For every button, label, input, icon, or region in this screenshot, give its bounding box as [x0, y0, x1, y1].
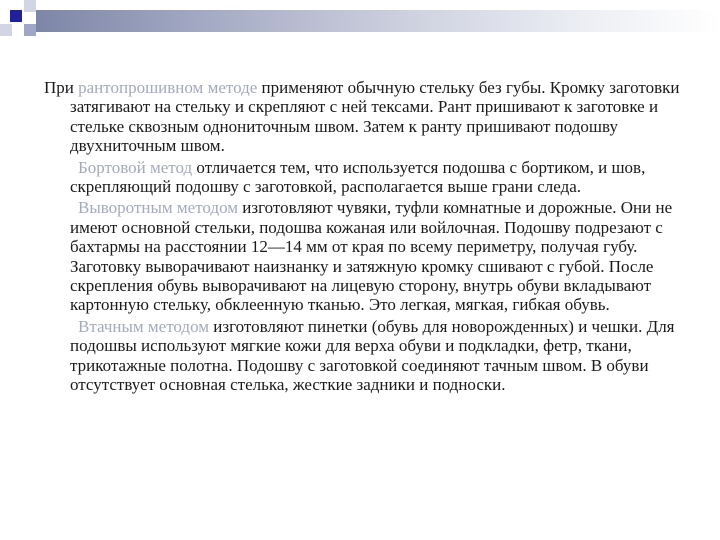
text-body [44, 78, 692, 397]
header-gradient-bar [36, 10, 720, 32]
deco-square [10, 10, 22, 22]
paragraph-text: применяют обычную стельку без губы. Кромку заготовки затягивают на стельку и скрепляют с ней тексами. Рант пришивают к заготовке и стельке сквозным однониточным швом. Затем к ранту пришивают подошву двухниточным швом. [70, 78, 680, 156]
paragraph-text: изготовляют пинетки (обувь для новорожденных) и чешки. Для подошвы используют мягкие кожи для верха обуви и подкладки, фетр, ткани, трикотажные полотна. Подошву с заготовкой соединяют тачным швом. В обуви отсутствует основная стелька, жесткие задники и подноски. [70, 316, 675, 395]
paragraph-vyvorot-method [44, 198, 692, 314]
term-rant-method: рантопрошивном методе [78, 78, 258, 97]
deco-square [0, 24, 12, 36]
paragraph-text: изготовляют чувяки, туфли комнатные и дорожные. Они не имеют основной стельки, подошва кожаная или войлочная. Подошву подрезают с бахтармы на расстоянии 12—14 мм от края по всему периметру, получая губу. Заготовку выворачивают наизнанку и затяжную кромку сшивают с губой. После скрепления обувь выворачивают на лицевую сторону, внутрь обуви вкладывают картонную стельку, обклеенную тканью. Это легкая, мягкая, гибкая обувь. [70, 198, 673, 315]
paragraph-bort-method [44, 158, 692, 197]
deco-square [24, 0, 36, 12]
term-bort-method: Бортовой метод [78, 157, 193, 177]
term-vyvorot-method: Выворотным методом [78, 198, 239, 218]
header-decoration [0, 0, 720, 44]
paragraph-rant-method [44, 78, 692, 156]
paragraph-lead: При [44, 78, 79, 97]
paragraph-vtach-method [44, 317, 692, 395]
paragraph-text: отличается тем, что используется подошва с бортиком, и шов, скрепляющий подошву с заготовкой, располагается выше грани следа. [70, 157, 646, 197]
deco-square [24, 24, 36, 36]
term-vtach-method: Втачным методом [78, 316, 210, 336]
